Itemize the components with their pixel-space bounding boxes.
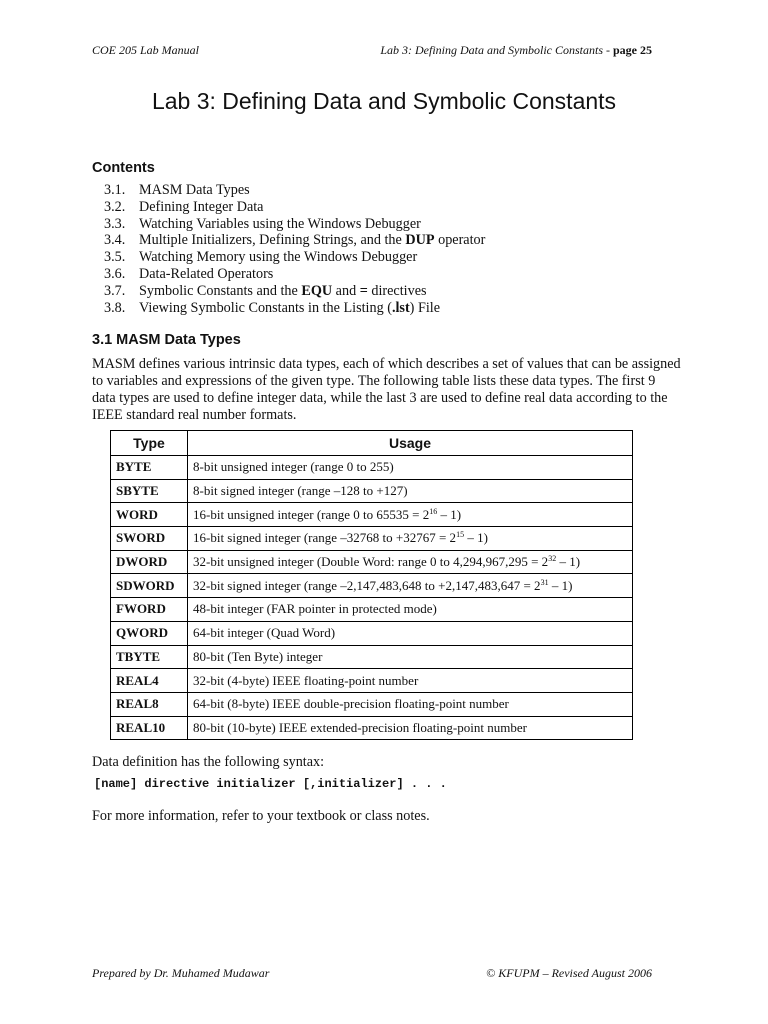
toc-number: 3.4. bbox=[104, 232, 126, 249]
usage-cell: 80-bit (Ten Byte) integer bbox=[188, 645, 633, 669]
table-header-row bbox=[111, 431, 633, 456]
usage-cell: 48-bit integer (FAR pointer in protected mode) bbox=[188, 598, 633, 622]
header-right-text: Lab 3: Defining Data and Symbolic Constants - bbox=[380, 43, 613, 57]
type-cell: TBYTE bbox=[111, 645, 188, 669]
usage-text: – 1) bbox=[548, 577, 573, 593]
toc-text bbox=[139, 300, 440, 317]
usage-text: 16-bit unsigned integer (range 0 to 65535 = 2 bbox=[193, 506, 430, 522]
footer-right: © KFUPM – Revised August 2006 bbox=[486, 966, 652, 980]
table-row bbox=[111, 479, 633, 503]
toc-text-part: Viewing Symbolic Constants in the Listing ( bbox=[139, 299, 392, 316]
toc-number: 3.5. bbox=[104, 249, 126, 266]
toc-text-part: and bbox=[332, 282, 360, 299]
table-row bbox=[111, 598, 633, 622]
table-row bbox=[111, 716, 633, 740]
toc-text: Watching Variables using the Windows Debugger bbox=[139, 215, 421, 232]
type-cell: REAL8 bbox=[111, 692, 188, 716]
usage-cell: 64-bit (8-byte) IEEE double-precision floating-point number bbox=[188, 692, 633, 716]
toc-bold-term: EQU bbox=[301, 282, 333, 299]
usage-cell bbox=[188, 574, 633, 598]
usage-text: 32-bit unsigned integer (Double Word: range 0 to 4,294,967,295 = 2 bbox=[193, 554, 549, 570]
toc-text-part: operator bbox=[434, 232, 486, 249]
toc-text: Data-Related Operators bbox=[139, 265, 274, 282]
table-row bbox=[111, 669, 633, 693]
section-heading: 3.1 MASM Data Types bbox=[92, 332, 241, 348]
usage-cell: 8-bit signed integer (range –128 to +127) bbox=[188, 479, 633, 503]
usage-cell bbox=[188, 503, 633, 527]
type-cell: SDWORD bbox=[111, 574, 188, 598]
toc-number: 3.3. bbox=[104, 215, 126, 232]
toc-text bbox=[139, 232, 485, 249]
exponent: 15 bbox=[456, 530, 465, 540]
section-paragraph: MASM defines various intrinsic data types, each of which describes a set of values that can be assigned to variables and expressions of the given type. The following table lists these data types. The first 9 data types are used to define integer data, while the last 3 are used to define real data according to the IEEE standard real number formats. bbox=[92, 356, 681, 423]
exponent: 32 bbox=[548, 554, 557, 564]
usage-text: 32-bit signed integer (range –2,147,483,648 to +2,147,483,647 = 2 bbox=[193, 577, 541, 593]
toc-text-part: directives bbox=[367, 282, 427, 299]
type-cell: QWORD bbox=[111, 621, 188, 645]
toc-bold-term: = bbox=[359, 282, 368, 299]
toc-item bbox=[104, 216, 485, 233]
page-title: Lab 3: Defining Data and Symbolic Constants bbox=[151, 88, 617, 114]
usage-text: – 1) bbox=[464, 530, 488, 546]
type-cell: BYTE bbox=[111, 456, 188, 480]
toc-item bbox=[104, 232, 485, 249]
table-row bbox=[111, 527, 633, 551]
page-number: page 25 bbox=[613, 43, 652, 57]
type-cell: SBYTE bbox=[111, 479, 188, 503]
footer-left: Prepared by Dr. Muhamed Mudawar bbox=[92, 966, 270, 980]
table-row bbox=[111, 692, 633, 716]
toc-item bbox=[104, 199, 485, 216]
contents-heading: Contents bbox=[92, 160, 155, 176]
usage-cell bbox=[188, 550, 633, 574]
column-header-usage: Usage bbox=[188, 431, 633, 456]
toc-item bbox=[104, 283, 485, 300]
type-cell: REAL10 bbox=[111, 716, 188, 740]
table-row bbox=[111, 621, 633, 645]
header-right bbox=[380, 42, 652, 58]
toc-number: 3.2. bbox=[104, 198, 126, 215]
toc-text-part: ) File bbox=[409, 299, 441, 316]
syntax-code: [name] directive initializer [,initializer] . . . bbox=[94, 777, 447, 791]
toc-number: 3.1. bbox=[104, 182, 126, 198]
exponent: 16 bbox=[429, 506, 438, 516]
contents-list bbox=[104, 182, 485, 316]
toc-bold-term: DUP bbox=[405, 232, 435, 249]
type-cell: FWORD bbox=[111, 598, 188, 622]
syntax-intro: Data definition has the following syntax: bbox=[92, 754, 325, 770]
table-row bbox=[111, 503, 633, 527]
header-left: COE 205 Lab Manual bbox=[92, 43, 200, 57]
usage-cell bbox=[188, 527, 633, 551]
toc-text: Defining Integer Data bbox=[139, 198, 264, 215]
usage-cell: 8-bit unsigned integer (range 0 to 255) bbox=[188, 456, 633, 480]
table-row bbox=[111, 456, 633, 480]
toc-text: MASM Data Types bbox=[139, 182, 250, 198]
table-row bbox=[111, 645, 633, 669]
toc-bold-term: .lst bbox=[391, 299, 410, 316]
usage-cell: 32-bit (4-byte) IEEE floating-point number bbox=[188, 669, 633, 693]
usage-text: 16-bit signed integer (range –32768 to +32767 = 2 bbox=[193, 530, 457, 546]
toc-item bbox=[104, 249, 485, 266]
table-row bbox=[111, 550, 633, 574]
usage-text: – 1) bbox=[556, 554, 581, 570]
toc-text: Watching Memory using the Windows Debugger bbox=[139, 249, 418, 266]
toc-item bbox=[104, 182, 485, 199]
usage-text: – 1) bbox=[437, 506, 462, 522]
toc-number: 3.8. bbox=[104, 299, 126, 316]
usage-cell: 80-bit (10-byte) IEEE extended-precision floating-point number bbox=[188, 716, 633, 740]
type-cell: DWORD bbox=[111, 550, 188, 574]
toc-item bbox=[104, 300, 485, 317]
toc-text-part: Symbolic Constants and the bbox=[139, 282, 302, 299]
type-cell: REAL4 bbox=[111, 669, 188, 693]
type-cell: WORD bbox=[111, 503, 188, 527]
toc-number: 3.6. bbox=[104, 265, 126, 282]
toc-number: 3.7. bbox=[104, 282, 126, 299]
table-row bbox=[111, 574, 633, 598]
toc-text-part: Multiple Initializers, Defining Strings, and the bbox=[139, 232, 406, 249]
data-types-table bbox=[110, 430, 633, 740]
type-cell: SWORD bbox=[111, 527, 188, 551]
more-info-text: For more information, refer to your textbook or class notes. bbox=[92, 808, 430, 824]
exponent: 31 bbox=[540, 577, 549, 587]
toc-item bbox=[104, 266, 485, 283]
toc-text bbox=[139, 283, 427, 300]
usage-cell: 64-bit integer (Quad Word) bbox=[188, 621, 633, 645]
column-header-type: Type bbox=[111, 431, 188, 456]
